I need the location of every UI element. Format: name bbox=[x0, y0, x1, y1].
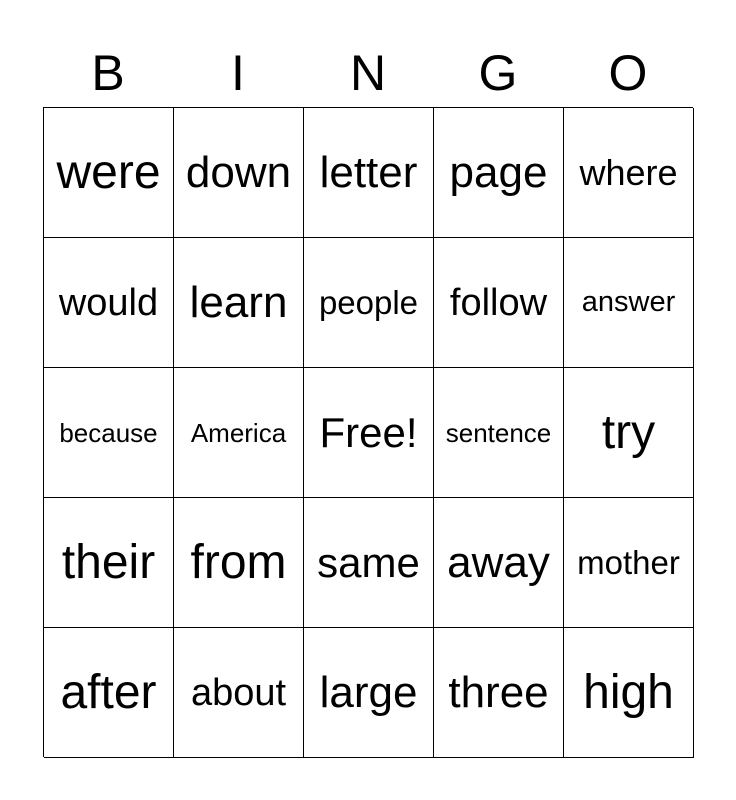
bingo-cell[interactable]: same bbox=[304, 498, 434, 628]
bingo-cell[interactable]: about bbox=[174, 628, 304, 758]
bingo-cell[interactable]: learn bbox=[174, 238, 304, 368]
header-letter-i: I bbox=[231, 45, 245, 101]
bingo-cell[interactable]: people bbox=[304, 238, 434, 368]
bingo-cell[interactable]: America bbox=[174, 368, 304, 498]
header-letter-n: N bbox=[349, 45, 387, 101]
bingo-cell[interactable]: answer bbox=[564, 238, 694, 368]
bingo-cell[interactable]: away bbox=[434, 498, 564, 628]
free-space: Free! bbox=[304, 368, 434, 498]
bingo-cell[interactable]: because bbox=[44, 368, 174, 498]
bingo-cell[interactable]: letter bbox=[304, 108, 434, 238]
header-letter-b: B bbox=[91, 45, 125, 101]
bingo-cell[interactable]: their bbox=[44, 498, 174, 628]
bingo-header bbox=[43, 38, 693, 108]
bingo-cell[interactable]: where bbox=[564, 108, 694, 238]
bingo-board bbox=[43, 107, 693, 757]
bingo-cell[interactable]: were bbox=[44, 108, 174, 238]
header-letter-o: O bbox=[608, 45, 648, 101]
bingo-cell[interactable]: would bbox=[44, 238, 174, 368]
bingo-cell[interactable]: after bbox=[44, 628, 174, 758]
bingo-cell[interactable]: three bbox=[434, 628, 564, 758]
bingo-cell[interactable]: try bbox=[564, 368, 694, 498]
bingo-cell[interactable]: high bbox=[564, 628, 694, 758]
bingo-cell[interactable]: mother bbox=[564, 498, 694, 628]
bingo-cell[interactable]: large bbox=[304, 628, 434, 758]
header-letter-g: G bbox=[478, 45, 518, 101]
bingo-cell[interactable]: from bbox=[174, 498, 304, 628]
bingo-cell[interactable]: follow bbox=[434, 238, 564, 368]
bingo-cell[interactable]: page bbox=[434, 108, 564, 238]
bingo-cell[interactable]: down bbox=[174, 108, 304, 238]
bingo-cell[interactable]: sentence bbox=[434, 368, 564, 498]
